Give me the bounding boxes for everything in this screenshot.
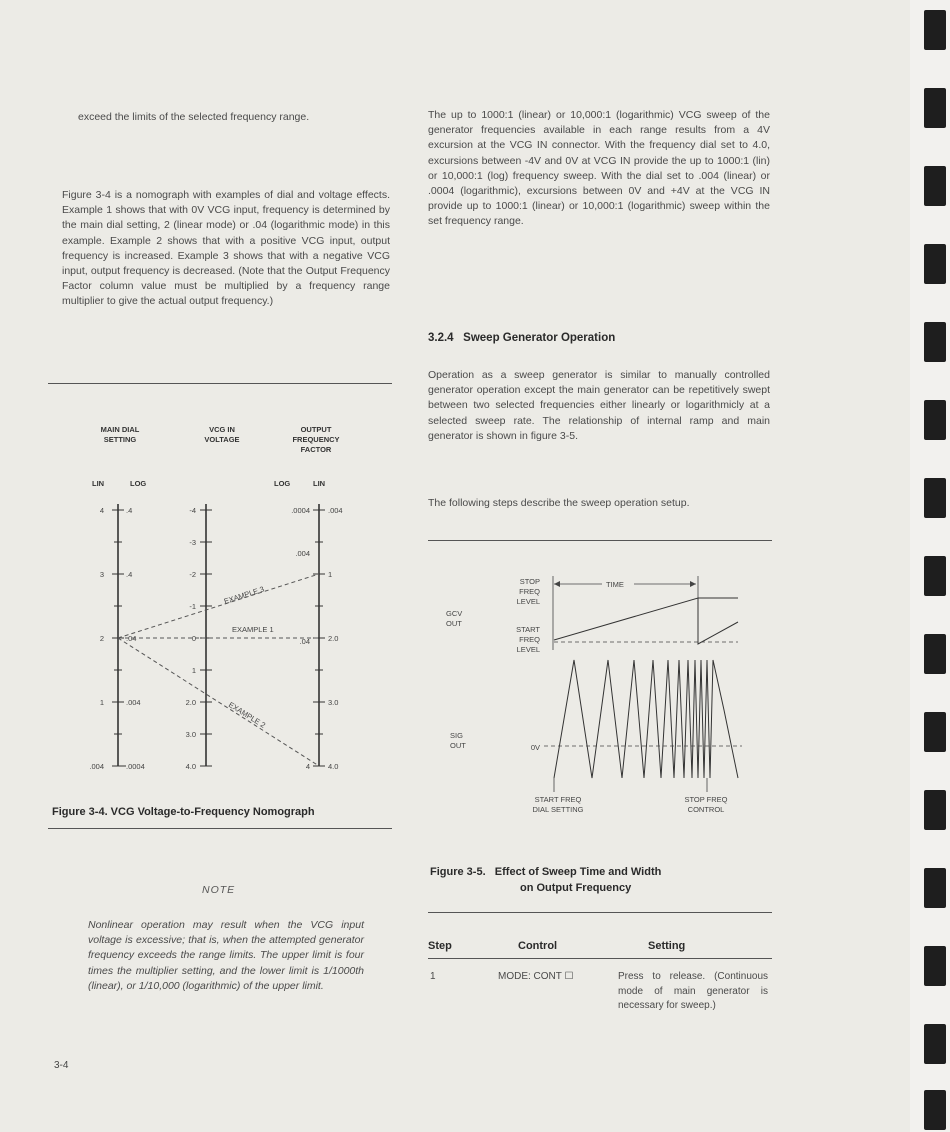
binding-tab	[924, 322, 946, 362]
start-freq-label: LEVEL	[516, 645, 540, 654]
binding-tab	[924, 244, 946, 284]
binding-tab	[924, 10, 946, 50]
sig-out-label: SIG	[450, 731, 463, 740]
nomograph-figure	[60, 420, 380, 790]
figure-3-5-caption: Figure 3-5. Effect of Sweep Time and Width	[430, 866, 662, 878]
binding-tab	[924, 1090, 946, 1130]
binding-tab	[924, 790, 946, 830]
section-heading: 3.2.4 Sweep Generator Operation	[428, 332, 616, 344]
table-cell-setting: Press to release. (Continuous mode of main generator is necessary for sweep.)	[618, 971, 768, 1011]
gcv-out-label: GCV	[446, 609, 463, 618]
binding-tab	[924, 88, 946, 128]
table-header-control: Control	[518, 940, 558, 952]
table-header-step: Step	[428, 940, 452, 952]
vcg-sweep-paragraph: The up to 1000:1 (linear) or 10,000:1 (logarithmic) VCG sweep of the generator frequencies available in each range results from a 4V excursion at the VCG IN connector. With the frequency dial set to 4.0, excursions between -4V and 0V at VCG IN provide the up to 1000:1 (lin) or 10,000:1 (log) frequency sweep. With the dial set to .004 (linear) or .0004 (logarithmic), excursions between 0V and +4V at the VCG IN provide up to 1000:1 (linear) or 10,000:1 (logarithmic) sweep within the set frequency range.	[428, 109, 770, 228]
binding-tab	[924, 166, 946, 206]
table-header-rule	[428, 958, 772, 959]
main-lin-tick: 1	[99, 698, 104, 707]
start-freq-label: FREQ	[519, 635, 540, 644]
figure-3-5-caption-line2: on Output Frequency	[520, 882, 632, 894]
note-title: NOTE	[202, 884, 236, 896]
binding-tab	[924, 556, 946, 596]
example2-line	[118, 638, 319, 766]
example1-label: EXAMPLE 1	[232, 625, 274, 634]
main-lin-tick: 3	[99, 570, 104, 579]
vcg-title-2: VOLTAGE	[204, 435, 240, 444]
out-log-tick: .04	[299, 637, 310, 646]
output-title-2: FREQUENCY	[292, 435, 340, 444]
example3-line	[118, 574, 319, 638]
steps-intro: The following steps describe the sweep operation setup.	[428, 497, 690, 509]
table-cell-step: 1	[430, 971, 436, 982]
vcg-tick: -3	[189, 538, 196, 547]
vcg-tick: -1	[189, 602, 196, 611]
zero-v-label: 0V	[530, 743, 540, 752]
example3-label: EXAMPLE 3	[222, 584, 266, 606]
divider	[428, 912, 772, 913]
gcv-out-label: OUT	[446, 619, 462, 628]
binding-tab	[924, 400, 946, 440]
binding-tab	[924, 946, 946, 986]
out-lin-tick: 1	[328, 570, 333, 579]
vcg-tick: 0	[191, 634, 196, 643]
vcg-tick: 4.0	[185, 762, 196, 771]
out-lin-tick: .004	[328, 506, 343, 515]
main-dial-title-1: MAIN DIAL	[100, 425, 140, 434]
note-text: Nonlinear operation may result when the VCG input voltage is excessive; that is, when the attempted generator frequency exceeds the range limits. The upper limit is four times the multiplier setting, and the lower limit is 1/1000th (linear), or 1/10,000 (logarithmic) of the upper limit.	[88, 919, 364, 992]
stop-control-label: STOP FREQ	[684, 795, 728, 804]
start-dial-label: DIAL SETTING	[532, 805, 584, 814]
out-lin-tick: 3.0	[328, 698, 339, 707]
log-label-left: LOG	[130, 479, 147, 488]
vcg-tick: 1	[191, 666, 196, 675]
out-log-tick: 4	[305, 762, 310, 771]
main-log-tick: .004	[126, 698, 141, 707]
binding-tab	[924, 478, 946, 518]
main-log-tick: .4	[126, 570, 133, 579]
main-lin-tick: 2	[99, 634, 104, 643]
output-title-3: FACTOR	[300, 445, 332, 454]
main-log-tick: .4	[126, 506, 133, 515]
main-lin-tick: 4	[99, 506, 104, 515]
divider	[428, 540, 772, 541]
stop-control-label: CONTROL	[687, 805, 725, 814]
vcg-tick: 2.0	[185, 698, 196, 707]
binding-tab	[924, 712, 946, 752]
out-log-tick: .004	[295, 549, 310, 558]
out-log-tick: .0004	[291, 506, 310, 515]
binding-tab	[924, 634, 946, 674]
left-top-fragment: exceed the limits of the selected frequency range.	[78, 111, 310, 123]
lin-label-right: LIN	[313, 479, 326, 488]
start-freq-label: START	[516, 625, 540, 634]
vcg-title-1: VCG IN	[209, 425, 235, 434]
binding-tab	[924, 868, 946, 908]
page-number: 3-4	[54, 1060, 69, 1071]
figure-3-4-caption: Figure 3-4. VCG Voltage-to-Frequency Nomograph	[52, 806, 315, 818]
table-header-setting: Setting	[648, 940, 686, 952]
main-dial-title-2: SETTING	[103, 435, 137, 444]
vcg-tick: 3.0	[185, 730, 196, 739]
table-cell-control: MODE: CONT ☐	[498, 971, 574, 982]
binding-tab	[924, 1024, 946, 1064]
start-dial-label: START FREQ	[534, 795, 582, 804]
main-log-tick: .04	[126, 634, 137, 643]
vcg-tick: -4	[189, 506, 196, 515]
main-lin-tick: .004	[89, 762, 104, 771]
out-lin-tick: 4.0	[328, 762, 339, 771]
nomograph-intro: Figure 3-4 is a nomograph with examples of dial and voltage effects. Example 1 shows that with 0V VCG input, frequency is determined by the main dial setting, 2 (linear mode) or .04 (logarithmic mode) in this example. Example 2 shows that with a positive VCG input, output frequency is increased. Example 3 shows that with a negative VCG input, output frequency is decreased. (Note that the Output Frequency Factor column value must be multiplied by a frequency range multiplier to give the actual output frequency.)	[62, 189, 390, 308]
divider	[48, 828, 392, 829]
main-log-tick: .0004	[126, 762, 145, 771]
time-label: TIME	[606, 580, 624, 589]
output-title-1: OUTPUT	[300, 425, 332, 434]
sweep-operation-paragraph: Operation as a sweep generator is similar to manually controlled generator operation except the main generator can be repetitively swept between two selected frequencies either linearly or logarithmicly at a selected sweep rate. The relationship of internal ramp and main generator is shown in figure 3-5.	[428, 369, 770, 442]
sig-out-label: OUT	[450, 741, 466, 750]
stop-freq-label: STOP	[519, 577, 540, 586]
vcg-tick: -2	[189, 570, 196, 579]
example2-label: EXAMPLE 2	[226, 700, 268, 730]
lin-label-left: LIN	[92, 479, 105, 488]
spiral-binding	[910, 0, 950, 1132]
stop-freq-label: LEVEL	[516, 597, 540, 606]
divider	[48, 383, 392, 384]
stop-freq-label: FREQ	[519, 587, 540, 596]
sweep-figure	[436, 560, 756, 820]
log-label-right: LOG	[274, 479, 291, 488]
out-lin-tick: 2.0	[328, 634, 339, 643]
